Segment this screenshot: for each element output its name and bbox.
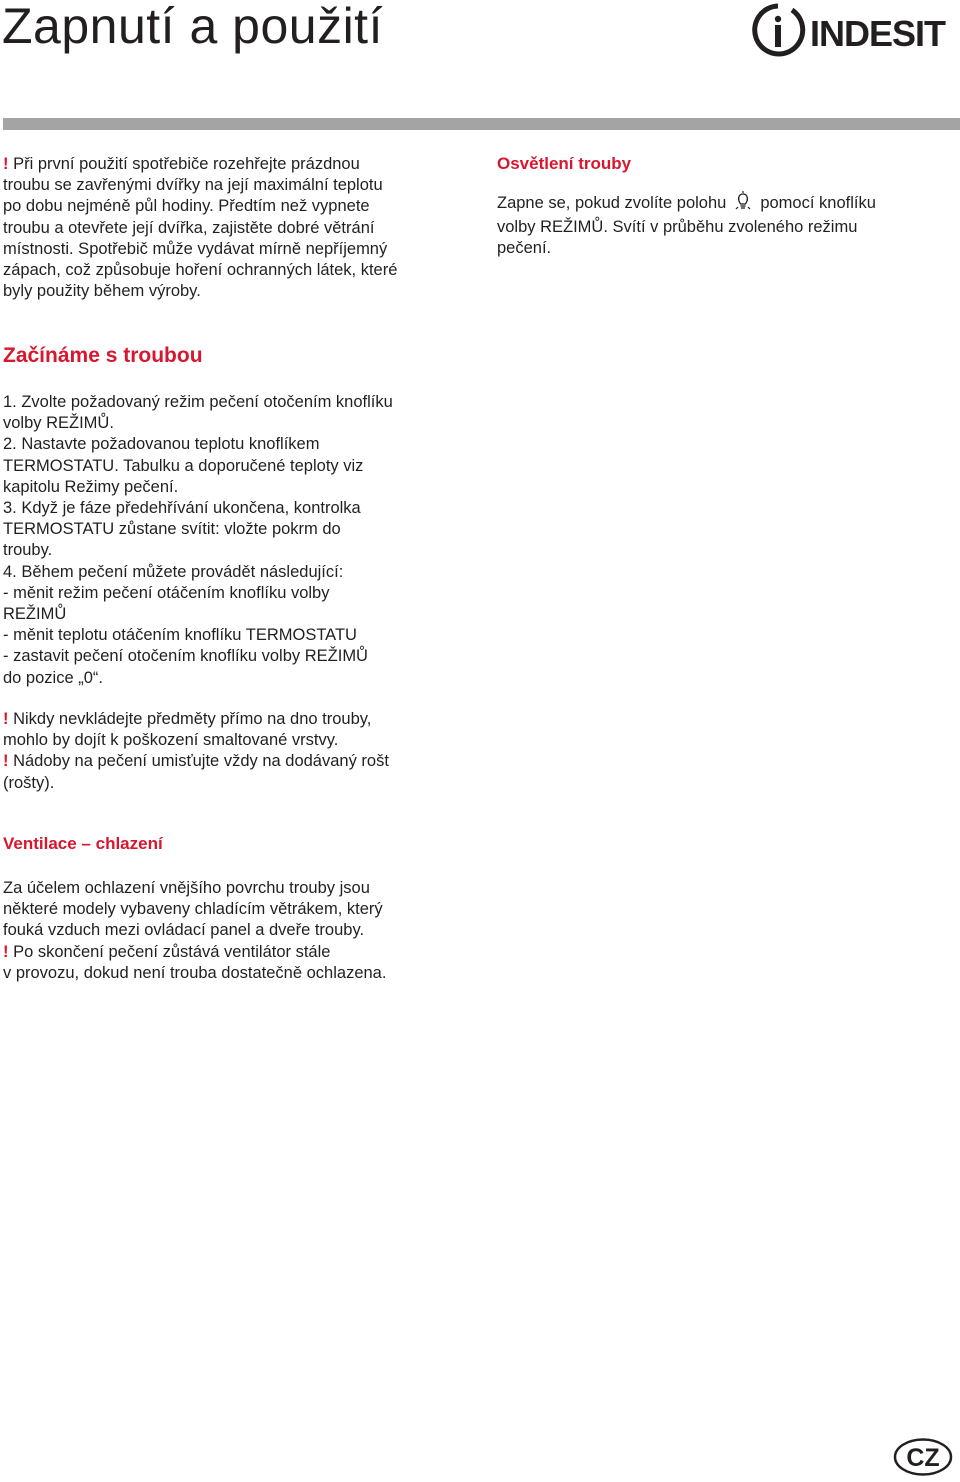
ventilation-line: některé modely vybaveny chladícím větrákem, který [3, 900, 383, 919]
step-line: REŽIMŮ [3, 605, 67, 624]
step-line: kapitolu Režimy pečení. [3, 477, 179, 496]
brand-wordmark: INDESIT [810, 13, 946, 54]
ventilation-paragraph [3, 878, 473, 984]
warning-marker: ! [3, 942, 9, 961]
indesit-logo-graphic [752, 2, 954, 58]
ventilation-line: Za účelem ochlazení vnějšího povrchu trouby jsou [3, 879, 370, 897]
step-line: do pozice „0“. [3, 668, 103, 687]
step-line: 3. Když je fáze předehřívání ukončena, kontrolka [3, 499, 361, 518]
intro-line: místnosti. Spotřebič může vydávat mírně nepříjemný [3, 239, 388, 258]
warning-marker: ! [3, 710, 9, 728]
intro-line: po dobu nejméně půl hodiny. Předtím než vypnete [3, 197, 370, 216]
ventilation-line: v provozu, dokud není trouba dostatečně ochlazena. [3, 963, 387, 982]
ventilation-heading: Ventilace – chlazení [3, 834, 163, 853]
warning-line: ! Nikdy nevkládejte předměty přímo na dno trouby, [3, 710, 372, 728]
intro-line: ! Při první použití spotřebiče rozehřejte prázdnou [3, 155, 360, 173]
step-line: trouby. [3, 541, 53, 560]
ventilation-line: ! Po skončení pečení zůstává ventilátor stále [3, 942, 331, 961]
lighting-line: pečení. [497, 239, 552, 258]
starting-heading: Začínáme s troubou [3, 344, 203, 367]
lighting-heading: Osvětlení trouby [497, 154, 632, 173]
page-title: Zapnutí a použití [2, 0, 383, 54]
intro-line: troubu a otevřete její dvířka, zajistěte dobré větrání [3, 218, 375, 237]
lighting-line: Zapne se, pokud zvolíte polohu pomocí knoflíku [497, 191, 947, 217]
language-badge-label: CZ [906, 1444, 940, 1472]
intro-line: troubu se zavřenými dvířky na její maximální teplotu [3, 176, 383, 195]
lighting-paragraph [497, 191, 947, 260]
step-line: TERMOSTATU. Tabulku a doporučené teploty viz [3, 456, 364, 475]
warning-line: (rošty). [3, 773, 55, 792]
step-line: - měnit teplotu otáčením knoflíku TERMOSTATU [3, 626, 357, 645]
intro-line: byly použity během výroby. [3, 282, 201, 301]
warning-line: mohlo by dojít k poškození smaltované vrstvy. [3, 731, 339, 750]
step-line: 1. Zvolte požadovaný režim pečení otočením knoflíku [3, 393, 393, 411]
indesit-logo [752, 2, 954, 58]
intro-paragraph [3, 154, 473, 302]
intro-line: zápach, což způsobuje hoření ochranných látek, které [3, 261, 398, 280]
warning-line: ! Nádoby na pečení umisťujte vždy na dodávaný rošt [3, 752, 389, 771]
warning-marker: ! [3, 752, 9, 771]
step-line: volby REŽIMŮ. [3, 414, 114, 433]
step-line: 4. Během pečení můžete provádět následující: [3, 562, 344, 581]
lamp-icon [734, 191, 752, 217]
warning-marker: ! [3, 155, 9, 173]
ventilation-line: fouká vzduch mezi ovládací panel a dveře trouby. [3, 921, 365, 940]
step-line: 2. Nastavte požadovanou teplotu knoflíkem [3, 435, 320, 454]
starting-steps [3, 392, 473, 689]
lighting-line: volby REŽIMŮ. Svítí v průběhu zvoleného režimu [497, 218, 858, 237]
starting-warnings [3, 709, 473, 794]
header-rule [3, 118, 960, 130]
step-line: - zastavit pečení otočením knoflíku volby REŽIMŮ [3, 647, 368, 666]
language-badge [893, 1437, 953, 1477]
step-line: TERMOSTATU zůstane svítit: vložte pokrm do [3, 520, 341, 539]
step-line: - měnit režim pečení otáčením knoflíku volby [3, 583, 330, 602]
